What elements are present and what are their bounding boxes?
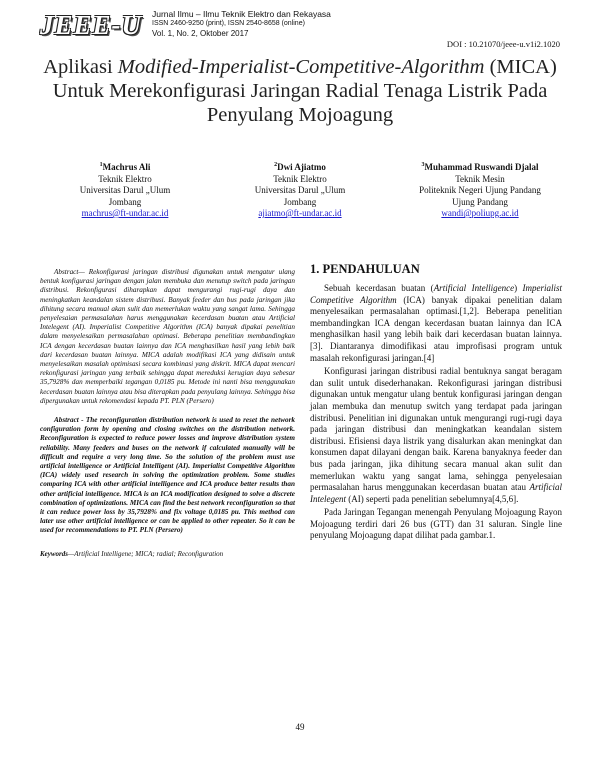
author-3-email[interactable]: wandi@poliupg.ac.id [441, 208, 519, 218]
abstract-english: Abstract - The reconfiguration distribution network is used to reset the network configuration form by opening and closing switches on the distribution network. Reconfiguration is expected to reduce power losses and improve distribution system reliability. Many feeders and buses on the network if calculated manually will be difficult and require a very long time. So the solution of the problem must use artificial intelligence or Artificial Intelligent (AI). Imperialist Competitive Algorithm (ICA) widely used research in solving the optimization problem. Some studies comparing ICA with other artificial intelligence and ICA produce better results than other artificial intelligence. MICA is an ICA modification designed to solve a discrete combination of optimizations. MICA can find the best network reconfiguration so that it can reduce power loss by 35,7928% and fix voltage 0,0185 pu. This method can later use other artificial intelligence or can be applied to other repeater. So it can be used for recommendations to PT. PLN (Persero) [40, 416, 295, 535]
author-2-name: Dwi Ajiatmo [277, 162, 326, 172]
intro-paragraph-2 [310, 366, 562, 505]
author-2-dept: Teknik Elektro [273, 173, 327, 184]
keywords-text: —Artificial Intelligene; MICA; radial; Reconfiguration [68, 549, 224, 558]
author-2-inst: Universitas Darul „Ulum [254, 185, 346, 195]
p1-italic-d: Imperialist Competitive Algorithm [310, 283, 562, 305]
p1-text-a: Sebuah kecerdasan buatan ( [324, 283, 434, 293]
p1-text-c: ) [514, 283, 523, 293]
keywords-label: Keywords [40, 549, 68, 558]
author-3-city: Ujung Pandang [452, 196, 508, 207]
paper-title [30, 55, 570, 127]
author-1-num: 1 [99, 162, 103, 168]
title-part2: Modified-Imperialist-Competitive-Algorithm [117, 56, 485, 78]
author-3 [385, 160, 575, 220]
journal-name: Jurnal Ilmu – Ilmu Teknik Elektro dan Rekayasa [152, 9, 331, 19]
keywords [40, 550, 295, 558]
journal-volume: Vol. 1, No. 2, Oktober 2017 [152, 29, 249, 38]
author-3-num: 3 [421, 162, 425, 168]
author-3-name: Muhammad Ruswandi Djalal [424, 162, 539, 172]
author-1-email[interactable]: machrus@ft-undar.ac.id [81, 208, 169, 218]
p2-italic-b: Artificial Intelegent [310, 482, 562, 504]
p2-text-a: Konfigurasi jaringan distribusi radial bentuknya sangat beragam dan sulit untuk disederhanakan. Rekonfigurasi jaringan distribusi digunakan untuk mengatur ulang bentuk konfigurasi jaringan dengan jalan membuka dan menutup switch yang terdapat pada jaringan distribusi. Penelitian ini digunakan untuk mengurangi rugi-rugi daya pada jaringan distribusi dan meningkatkan keandalan sistem distribusi. Efisiensi daya listrik yang disalurkan akan meningkat dan konsumen dapat dilayani dengan baik. Karena banyaknya feeder dan bus pada jaringan, jika dihitung secara manual akan sulit dan memerlukan waktu yang sangat lama, sehingga penyelesaian permasalahan harus menggunakan kecerdasan buatan atau [310, 366, 562, 493]
author-2 [205, 160, 395, 220]
author-1 [30, 160, 220, 220]
author-3-inst: Politeknik Negeri Ujung Pandang [419, 185, 541, 195]
p1-italic-b: Artificial Intelligence [433, 283, 515, 293]
abstract-indonesian: Abstract— Rekonfigurasi jaringan distribusi digunakan untuk mengatur ulang bentuk konfigurasi jaringan dengan jalan membuka dan menutup switch pada jaringan distribusi. Rekonfigurasi diharapkan dapat mengurangi rugi-rugi daya dan meningkatkan keandalan sistem distribusi. Banyak feeder dan bus pada jaringan jika dihitung secara manual akan sulit dan memerlukan waktu yang sangat lama. Sehingga penyelesaian permasalahan harus menggunakan kecerdasan buatan atau Artificial Intelegent (AI). Imperialist Competitive Algorithm (ICA) banyak dipakai penelitian dalam menyelesaikan permasalahan optimasi. Beberapa penelitian membandingkan ICA dengan kecerdasan buatan lainnya dan ICA menghasilkan hasil yang lebih baik dari kecerdasan buatan lainnya. MICA adalah modifikasi ICA yang didisain untuk menyelesaikan masalah optimisasi secara kombinasi yang diskrit. MICA dapat mencari rekonfigurasi jaringan yang terbaik sehingga dapat mereduksi kerugian daya sebesar 35,7928% dan memperbaiki tegangan 0,0185 pu. Metode ini nanti bisa menggunakan kecerdasan buatan lainnya atau bisa diterapkan pada penyulang lainnya. Sehingga bisa dipergunakan untuk rekomendasi kepada PT. PLN (Persero) [40, 268, 295, 405]
author-3-dept: Teknik Mesin [455, 173, 505, 184]
intro-paragraph-3: Pada Jaringan Tegangan menengah Penyulang Mojoagung Rayon Mojoagung terdiri dari 26 bus (GTT) dan 31 saluran. Single line penyulang Mojoagung dapat dilihat pada gambar.1. [310, 507, 562, 541]
page-number: 49 [295, 722, 305, 732]
p1-text-e: (ICA) banyak dipakai penelitian dalam menyelesaikan permasalahan optimasi.[1,2]. Beberapa penelitian membandingkan ICA dengan kecerdasan buatan lainnya dan ICA menghasilkan hasil yang lebih baik dari kecerdasan buatan lainnya.[3]. Diantaranya dimodifikasi atau improfisasi program untuk masalah rekonfigurasi jaringan.[4] [310, 294, 563, 363]
right-column [310, 262, 562, 544]
author-2-city: Jombang [283, 196, 317, 207]
p2-text-c: (AI) seperti pada penelitian sebelumnya[4,5,6]. [345, 493, 519, 504]
author-2-email[interactable]: ajiatmo@ft-undar.ac.id [258, 208, 342, 218]
intro-paragraph-1 [310, 283, 562, 364]
journal-logo: JEEE-U [40, 10, 143, 40]
journal-issn: ISSN 2460-9250 (print), ISSN 2540-8658 (online) [152, 20, 305, 27]
author-2-num: 2 [274, 162, 278, 168]
title-part3: (MICA) Untuk Merekonfigurasi Jaringan Radial Tenaga Listrik Pada Penyulang Mojoagung [52, 56, 557, 126]
left-column [40, 268, 295, 558]
section-title: 1. PENDAHULUAN [310, 262, 420, 276]
journal-info [152, 9, 331, 39]
journal-header [40, 8, 570, 48]
title-part1: Aplikasi [43, 56, 118, 78]
author-1-inst: Universitas Darul „Ulum [79, 185, 171, 195]
author-1-dept: Teknik Elektro [98, 173, 152, 184]
doi: DOI : 10.21070/jeee-u.v1i2.1020 [446, 39, 560, 49]
author-1-name: Machrus Ali [102, 162, 151, 172]
author-1-city: Jombang [108, 196, 142, 207]
